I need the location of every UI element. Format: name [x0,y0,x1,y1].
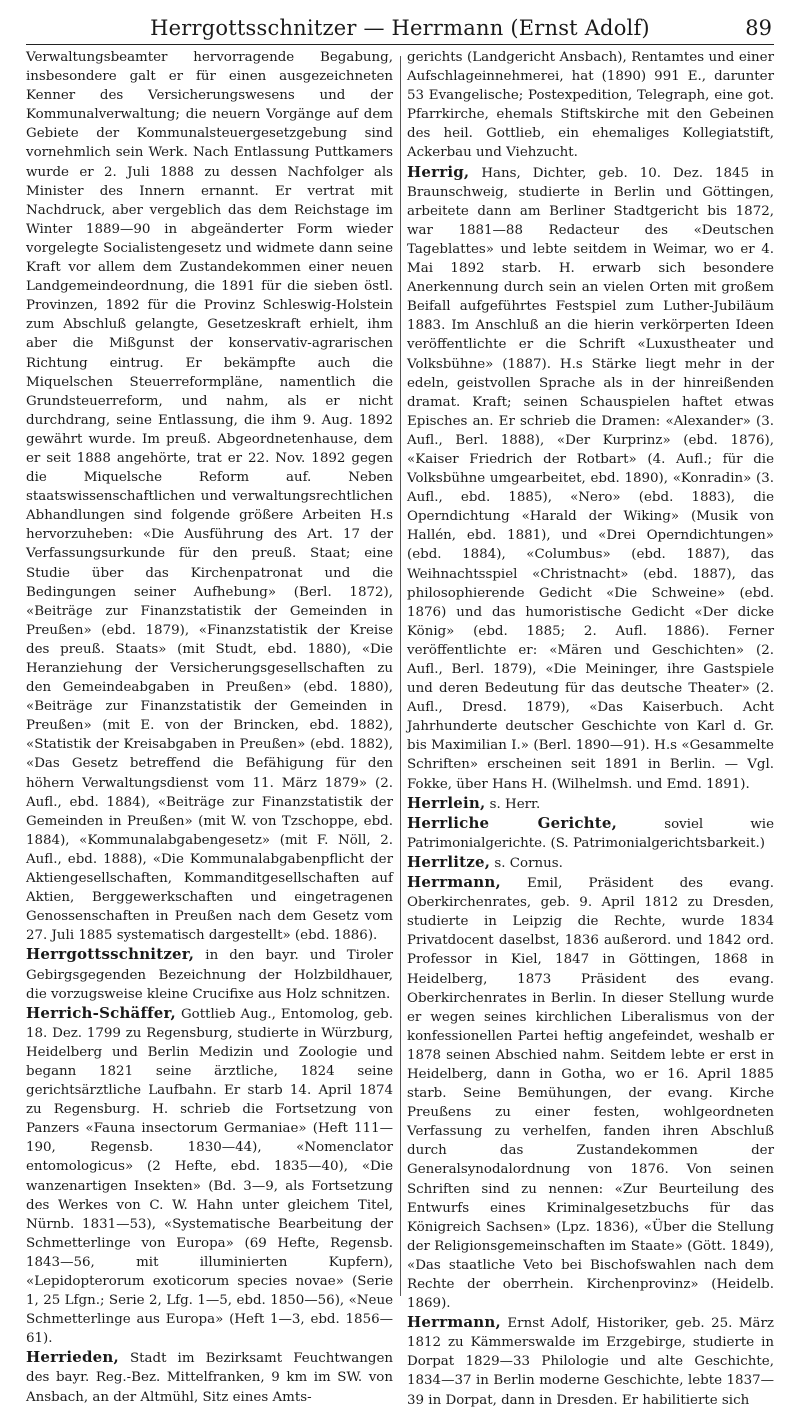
entry-headword: Herrieden, [26,1348,119,1367]
entry-headword: Herrgottsschnitzer, [26,945,195,964]
entry-herrich-schaeffer [26,1004,393,1349]
entry-text: Hans, Dichter, geb. 10. Dez. 1845 in Braunschweig, studierte in Berlin und Göttingen, arbeitete dann am Berliner Stadtgericht bis 1872, war 1881—88 Redacteur des «Deutschen Tageblattes» und lebte seitdem in Weimar, wo er 4. Mai 1892 starb. H. erwarb sich besondere Anerkennung durch sein an vielen Orten mit großem Beifall aufgeführtes Festspiel zum Luther-Jubiläum 1883. Im Anschluß an die hierin verkörperten Ideen veröffentlichte er die Schrift «Luxustheater und Volksbühne» (1887). H.s Stärke liegt mehr in der edeln, geistvollen Sprache als in der hinreißenden dramat. Kraft; seinen Schauspielen haftet etwas Episches an. Er schrieb die Dramen: «Alexander» (3. Aufl., Berl. 1888), «Der Kurprinz» (ebd. 1876), «Kaiser Friedrich der Rotbart» (4. Aufl.; für die Volksbühne umgearbeitet, ebd. 1890), «Konradin» (3. Aufl., ebd. 1885), «Nero» (ebd. 1883), die Operndichtung «Harald der Wiking» (Musik von Hallén, ebd. 1881), und «Drei Operndichtungen» (ebd. 1884), «Columbus» (ebd. 1887), das Weihnachtsspiel «Christnacht» (ebd. 1887), das philosophierende Gedicht «Die Schweine» (ebd. 1876) und das humoristische Gedicht «Der dicke König» (ebd. 1885; 2. Aufl. 1886). Ferner veröffentlichte er: «Mären und Geschichten» (2. Aufl., Berl. 1879), «Die Meininger, ihre Gastspiele und deren Bedeutung für das deutsche Theater» (2. Aufl., Dresd. 1879), «Das Kaiserbuch. Acht Jahrhunderte deutscher Geschichte von Karl d. Gr. bis Maximilian I.» (Berl. 1890—91). H.s «Gesammelte Schriften» erscheinen seit 1891 in Berlin. — Vgl. Fokke, über Hans H. (Wilhelmsh. und Emd. 1891). [407,165,774,792]
left-column [26,48,393,1405]
entry-text: s. Herr. [485,796,541,812]
entry-text: s. Cornus. [490,855,563,871]
entry-continuation [26,48,393,945]
entry-text: Verwaltungsbeamter hervorragende Begabung, insbesondere galt er für einen ausgezeichneten Kenner des Versicherungswesens und der Kommunalverwaltung; die neuern Vorgänge auf dem Gebiete der Kommunalsteuergesetzgebung sind vornehmlich sein Werk. Nach Entlassung Puttkamers wurde er 2. Juli 1888 zu dessen Nachfolger als Minister des Innern ernannt. Er vertrat mit Nachdruck, aber vergeblich das dem Reichstage im Winter 1889—90 in abgeänderter Form wieder vorgelegte Socialistengesetz und widmete dann seine Kraft vor allem dem Zustandekommen einer neuen Landgemeindeordnung, die 1891 für die sieben östl. Provinzen, 1892 für die Provinz Schleswig-Holstein zum Abschluß gelangte, Gesetzeskraft erhielt, ihm aber die Mißgunst der konservativ-agrarischen Richtung eintrug. Er bekämpfte auch die Miquelschen Steuerreformpläne, namentlich die Grundsteuerreform, und nahm, als er nicht durchdrang, seine Entlassung, die ihm 9. Aug. 1892 gewährt wurde. Im preuß. Abgeordnetenhause, dem er seit 1888 angehörte, trat er 22. Nov. 1892 gegen die Miquelsche Reform auf. Neben staatswissenschaftlichen und verwaltungsrechtlichen Abhandlungen sind folgende größere Arbeiten H.s hervorzuheben: «Die Ausführung des Art. 17 der Verfassungsurkunde für den preuß. Staat; eine Studie über das Kirchenpatronat und die Bedingungen seiner Aufhebung» (Berl. 1872), «Beiträge zur Finanzstatistik der Gemeinden in Preußen» (ebd. 1879), «Finanzstatistik der Kreise des preuß. Staats» (mit Studt, ebd. 1880), «Die Heranziehung der Versicherungsgesellschaften zu den Gemeindeabgaben in Preußen» (ebd. 1880), «Beiträge zur Finanzstatistik der Gemeinden in Preußen» (mit E. von der Brincken, ebd. 1882), «Statistik der Kreisabgaben in Preußen» (ebd. 1882), «Das Gesetz betreffend die Befähigung für den höhern Verwaltungsdienst vom 11. März 1879» (2. Aufl., ebd. 1884), «Beiträge zur Finanzstatistik der Gemeinden in Preußen» (mit W. von Tzschoppe, ebd. 1884), «Kommunalabgabengesetz» (mit F. Nöll, 2. Aufl., ebd. 1888), «Die Kommunalabgabenpflicht der Aktiengesellschaften, Kommanditgesellschaften auf Aktien, Berggewerkschaften und eingetragenen Genossenschaften in Preußen nach dem Gesetz vom 27. Juli 1885 systematisch dargestellt» (ebd. 1886). [26,50,393,944]
entry-headword: Herrich-Schäffer, [26,1003,176,1022]
entry-herrmann-ernst-adolf [407,1313,774,1409]
entry-text: gerichts (Landgericht Ansbach), Rentamtes und einer Aufschlageinnehmerei, hat (1890) 991 E., darunter 53 Evangelische; Postexpedition, Telegraph, eine got. Pfarrkirche, ehemals Stiftskirche mit den Gebeinen des heil. Gottlieb, ein ehemaliges Kollegiatstift, Ackerbau und Viehzucht. [407,50,774,161]
entry-herrmann-emil [407,873,774,1313]
entry-headword: Herrmann, [407,873,501,892]
entry-herrig [407,163,774,794]
entry-text: Ernst Adolf, Historiker, geb. 25. März 1812 zu Kämmerswalde im Erzgebirge, studierte in Dorpat 1829—33 Philologie und alte Geschichte, 1834—37 in Berlin moderne Geschichte, lebte 1837—39 in Dorpat, dann in Dresden. Er habilitierte sich [407,1316,774,1408]
entry-herrieden-continuation [407,48,774,163]
entry-headword: Herrlitze, [407,852,491,871]
running-header [26,8,774,45]
entry-herrlein [407,794,774,814]
entry-headword: Herrig, [407,162,470,181]
entry-text: in den bayr. und Tiroler Gebirgsgegenden Bezeichnung der Holzbildhauer, die vorzugsweise kleine Crucifixe aus Holz schnitzen. [26,948,393,1002]
entry-headword: Herrlein, [407,793,486,812]
right-column [407,48,775,1408]
page-number: 89 [745,16,772,40]
entry-text: Emil, Präsident des evang. Oberkirchenrates, geb. 9. April 1812 zu Dresden, studierte in Leipzig die Rechte, wurde 1834 Privatdocent daselbst, 1836 außerord. und 1842 ord. Professor in Kiel, 1847 in Göttingen, 1868 in Heidelberg, 1873 Präsident des evang. Oberkirchenrates in Berlin. In dieser Stellung wurde er wegen seines kirchlichen Liberalismus von der konfessionellen Partei heftig angefeindet, weshalb er 1878 seinen Abschied nahm. Seitdem lebte er erst in Heidelberg, dann in Gotha, wo er 16. April 1885 starb. Seine Bemühungen, der evang. Kirche Preußens zu einer festen, wohlgeordneten Verfassung zu verhelfen, fanden ihren Abschluß durch das Zustandekommen der Generalsynodalordnung von 1876. Von seinen Schriften sind zu nennen: «Zur Beurteilung des Entwurfs eines Kriminalgesetzbuchs für das Königreich Sachsen» (Lpz. 1836), «Über die Stellung der Religionsgemeinschaften im Staate» (Gött. 1849), «Das staatliche Veto bei Bischofswahlen nach dem Rechte der oberrhein. Kirchenprovinz» (Heidelb. 1869). [407,876,774,1312]
entry-text: Gottlieb Aug., Entomolog, geb. 18. Dez. 1799 zu Regensburg, studierte in Würzburg, Heidelberg und Berlin Medizin und Zoologie und begann 1821 seine ärztliche, 1824 seine gerichtsärztliche Laufbahn. Er starb 14. April 1874 zu Regensburg. H. schrieb die Fortsetzung von Panzers «Fauna insectorum Germaniae» (Heft 111—190, Regensb. 1830—44), «Nomenclator entomologicus» (2 Hefte, ebd. 1835—40), «Die wanzenartigen Insekten» (Bd. 3—9, als Fortsetzung des Werkes von C. W. Hahn unter gleichem Titel, Nürnb. 1831—53), «Systematische Bearbeitung der Schmetterlinge von Europa» (69 Hefte, Regensb. 1843—56, mit illuminierten Kupfern), «Lepidopterorum exoticorum species novae» (Serie 1, 25 Lfgn.; Serie 2, Lfg. 1—5, ebd. 1850—56), «Neue Schmetterlinge aus Europa» (Heft 1—3, ebd. 1856—61). [26,1006,393,1347]
entry-text: Stadt im Bezirksamt Feuchtwangen des bayr. Reg.-Bez. Mittelfranken, 9 km im SW. von Ansbach, an der Altmühl, Sitz eines Amts- [26,1351,393,1405]
text-columns [26,48,775,1408]
running-title: Herrgottsschnitzer — Herrmann (Ernst Adolf) [150,16,650,40]
entry-herrieden [26,1348,393,1406]
entry-herrlitze [407,853,774,873]
entry-headword: Herrliche Gerichte, [407,813,618,832]
entry-herrliche-gerichte [407,814,774,853]
entry-headword: Herrmann, [407,1313,501,1332]
entry-text: soviel wie Patrimonialgerichte. (S. Patrimonialgerichtsbarkeit.) [407,816,775,851]
entry-herrgottsschnitzer [26,945,393,1003]
